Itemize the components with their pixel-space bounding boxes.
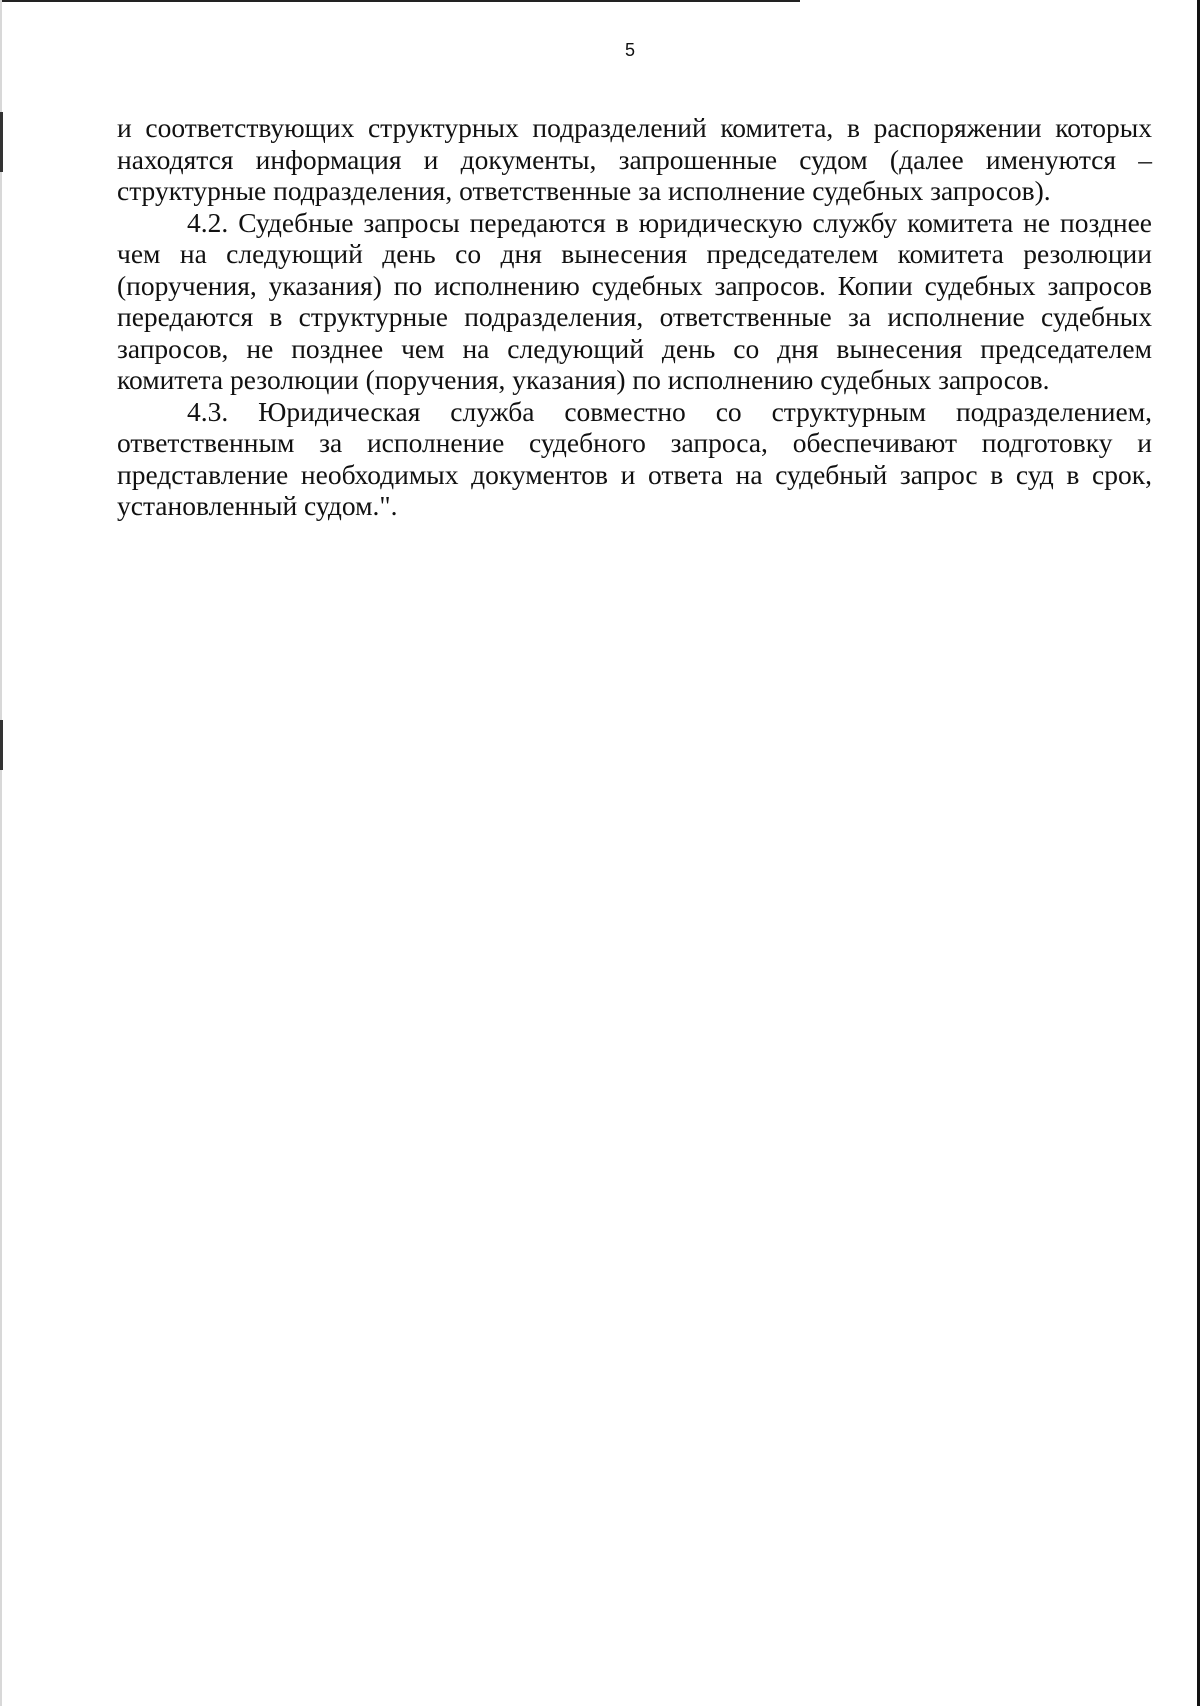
scan-edge-top [0, 0, 800, 2]
page-number: 5 [624, 40, 635, 60]
paragraph-4-3: 4.3. Юридическая служба совместно со структурным подразделением, ответственным за исполнение судебного запроса, обеспечивают подготовку и представление необходимых документов и ответа на судебный запрос в суд в срок, установленный судом.". [117, 395, 1152, 521]
paragraph-4-2: 4.2. Судебные запросы передаются в юридическую службу комитета не позднее чем на следующий день со дня вынесения председателем комитета резолюции (поручения, указания) по исполнению судебных запросов. Копии судебных запросов передаются в структурные подразделения, ответственные за исполнение судебных запросов, не позднее чем на следующий день со дня вынесения председателем комитета резолюции (поручения, указания) по исполнению судебных запросов. [117, 206, 1152, 395]
document-body [117, 112, 1152, 522]
scan-edge-mark [0, 720, 3, 770]
scan-edge-mark [0, 112, 3, 172]
paragraph-continuation: и соответствующих структурных подразделений комитета, в распоряжении которых находятся информация и документы, запрошенные судом (далее именуются – структурные подразделения, ответственные за исполнение судебных запросов). [117, 112, 1152, 206]
scan-edge-left [0, 0, 2, 1706]
